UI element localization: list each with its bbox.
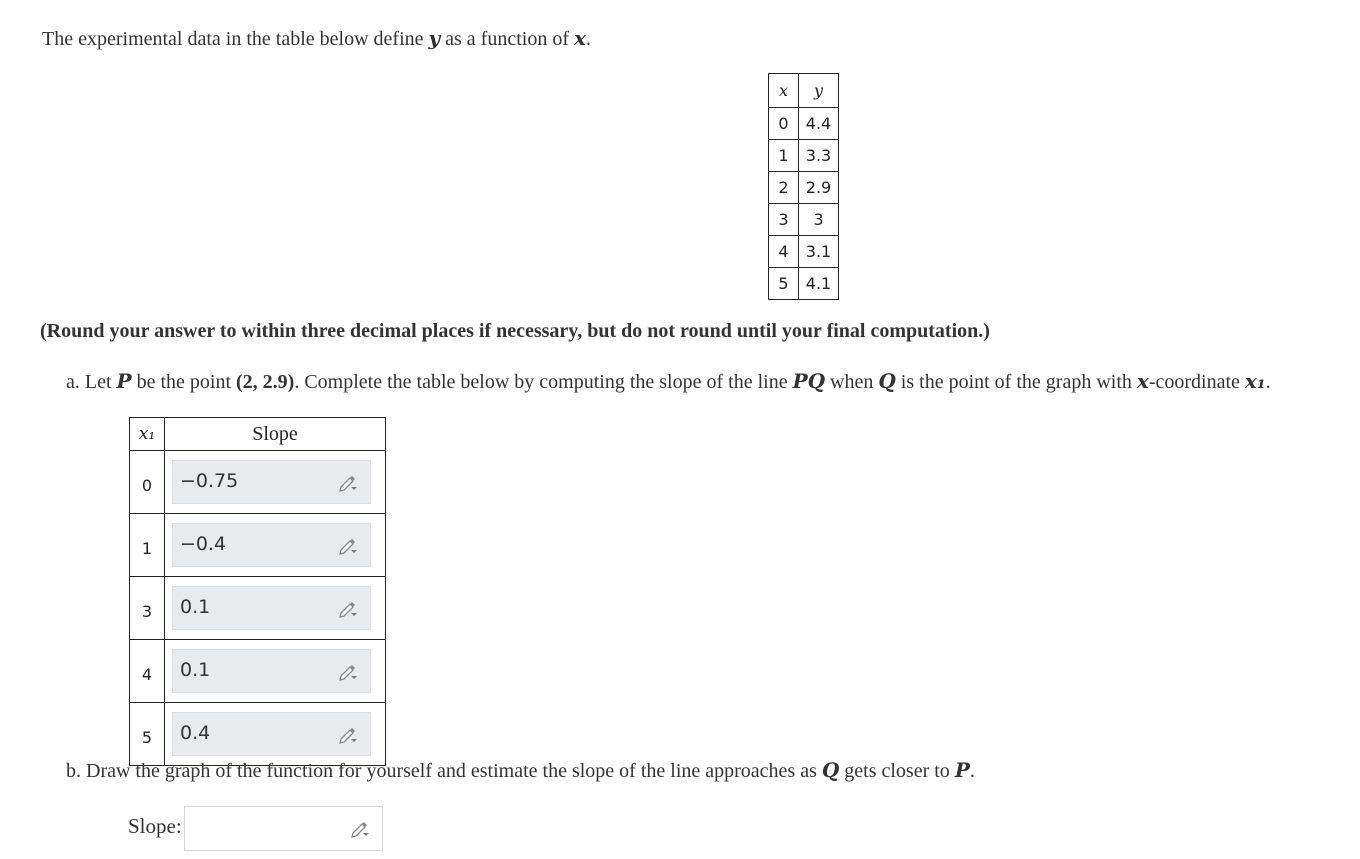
cell-x: 1 <box>769 140 799 172</box>
slope-answer-field[interactable] <box>172 523 371 567</box>
slope-cell <box>165 640 386 703</box>
header-x: x <box>769 74 799 108</box>
cell-x: 3 <box>769 204 799 236</box>
cell-y: 3 <box>799 204 839 236</box>
pencil-icon[interactable] <box>338 663 358 681</box>
slope-answer-field[interactable] <box>172 586 371 630</box>
table-row <box>769 268 839 300</box>
table-row <box>769 172 839 204</box>
slope-answer-value: −0.75 <box>180 470 239 492</box>
data-table-header <box>769 74 839 108</box>
slope-table-header <box>130 418 386 451</box>
var-y: y <box>428 26 441 50</box>
pencil-icon[interactable] <box>338 474 358 492</box>
cell-x1: 5 <box>130 703 165 766</box>
cell-x1: 0 <box>130 451 165 514</box>
intro-text: The experimental data in the table below define y as a function of x. <box>42 26 591 50</box>
var-x: x <box>574 26 586 50</box>
cell-x1: 3 <box>130 577 165 640</box>
table-row <box>130 514 386 577</box>
table-row <box>769 236 839 268</box>
slope-input[interactable] <box>184 806 383 851</box>
pencil-icon[interactable] <box>338 537 358 555</box>
table-row <box>769 108 839 140</box>
cell-x1: 4 <box>130 640 165 703</box>
pencil-icon[interactable] <box>338 726 358 744</box>
cell-x: 4 <box>769 236 799 268</box>
part-b-prompt: b. Draw the graph of the function for yourself and estimate the slope of the line approaches as Q gets closer to P. <box>66 758 975 782</box>
slope-answer-field[interactable] <box>172 712 371 756</box>
slope-answer-field[interactable] <box>172 649 371 693</box>
slope-answer-field[interactable] <box>172 460 371 504</box>
slope-label: Slope: <box>128 814 182 838</box>
table-row <box>130 577 386 640</box>
part-a-prompt: a. Let P be the point (2, 2.9). Complete the table below by computing the slope of the line PQ when Q is the point of the graph with x-coordinate x₁. <box>66 369 1271 393</box>
pencil-icon[interactable] <box>350 820 370 838</box>
cell-y: 3.1 <box>799 236 839 268</box>
cell-y: 3.3 <box>799 140 839 172</box>
rounding-note: (Round your answer to within three decimal places if necessary, but do not round until your final computation.) <box>40 320 990 342</box>
cell-x: 0 <box>769 108 799 140</box>
cell-x: 5 <box>769 268 799 300</box>
slope-answer-value: 0.1 <box>180 659 211 681</box>
cell-y: 4.4 <box>799 108 839 140</box>
slope-answer-value: 0.4 <box>180 722 211 744</box>
table-row <box>130 640 386 703</box>
slope-table <box>129 417 386 766</box>
slope-answer-value: 0.1 <box>180 596 211 618</box>
slope-answer-value: −0.4 <box>180 533 227 555</box>
cell-y: 2.9 <box>799 172 839 204</box>
slope-cell <box>165 703 386 766</box>
table-row <box>769 204 839 236</box>
slope-cell <box>165 577 386 640</box>
table-row <box>130 451 386 514</box>
data-table <box>768 73 839 300</box>
cell-x: 2 <box>769 172 799 204</box>
header-slope: Slope <box>165 418 386 451</box>
header-x1: x₁ <box>130 418 165 451</box>
table-row <box>769 140 839 172</box>
slope-cell <box>165 514 386 577</box>
header-y: y <box>799 74 839 108</box>
pencil-icon[interactable] <box>338 600 358 618</box>
cell-y: 4.1 <box>799 268 839 300</box>
table-row <box>130 703 386 766</box>
slope-cell <box>165 451 386 514</box>
cell-x1: 1 <box>130 514 165 577</box>
